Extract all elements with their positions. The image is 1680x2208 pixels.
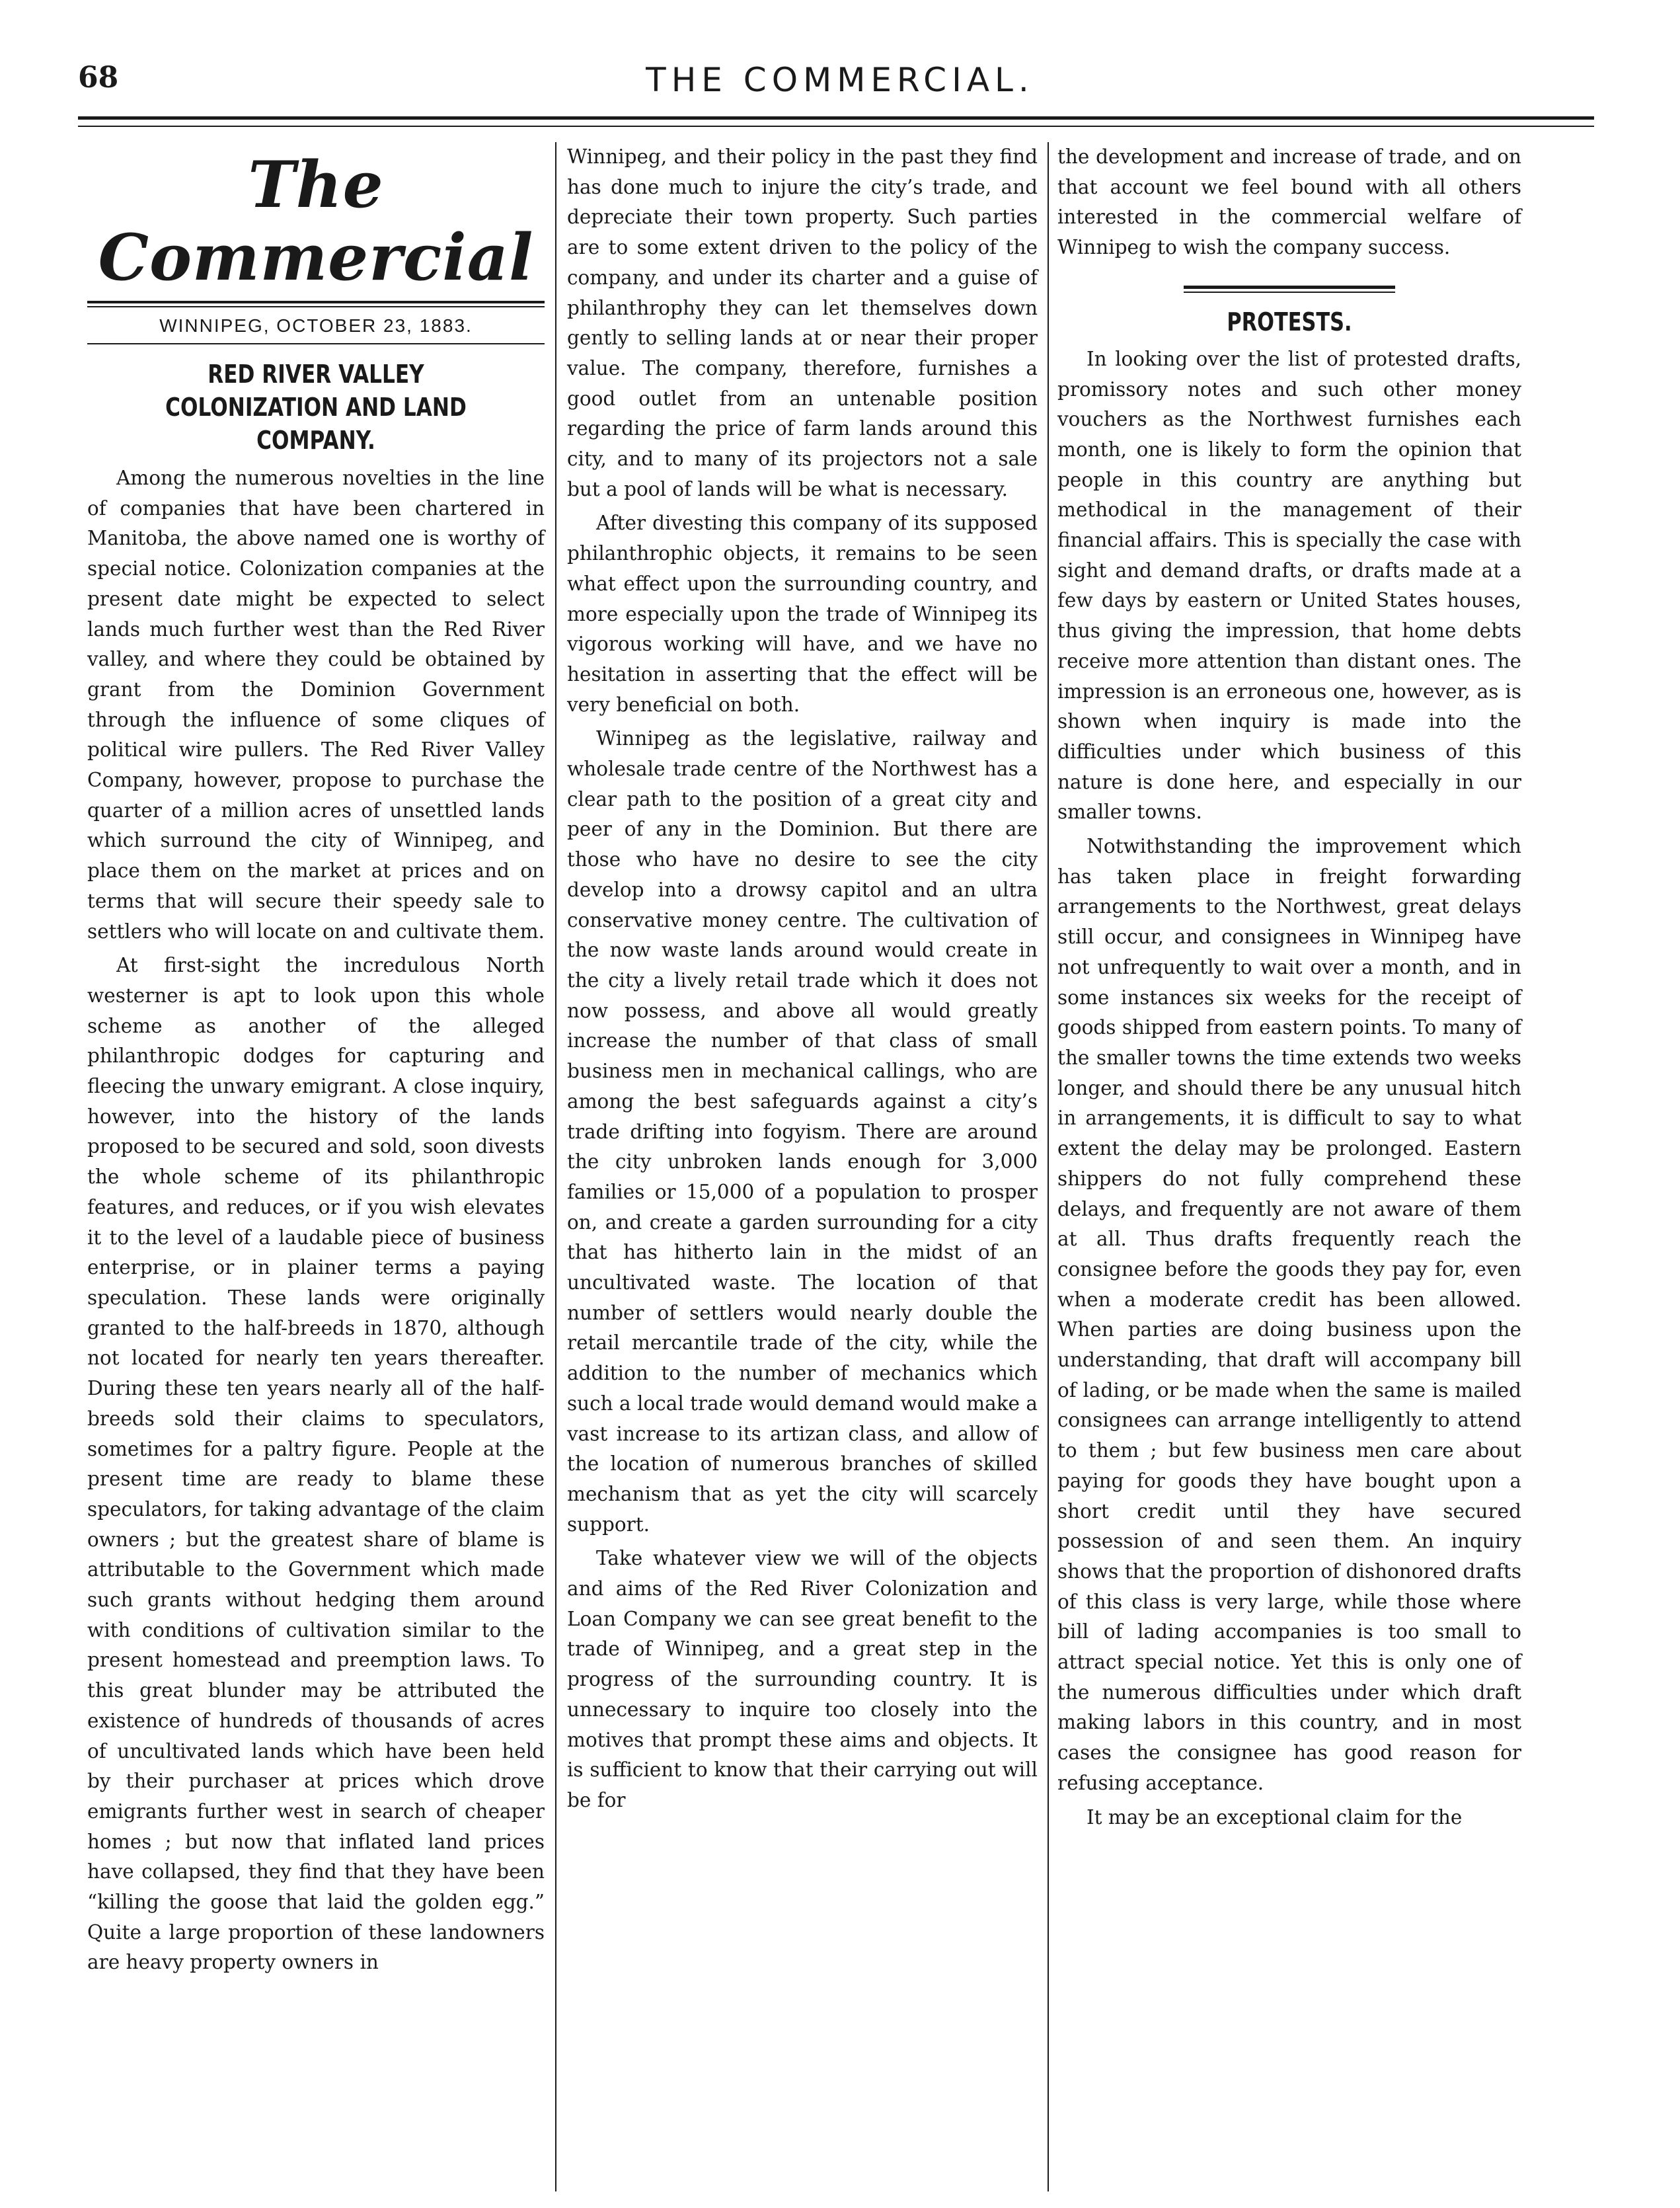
header-rule-thin — [78, 126, 1594, 127]
article-paragraph: Winnipeg as the legislative, railway and wholesale trade centre of the Northwest has a clear path to the position of a great city and peer of any in the Dominion. But there are those who have no desire to see the city develop into a drowsy capitol and an ultra conservative money centre. The cultivation of the now waste lands around would create in the city a lively retail trade which it does not now possess, and above all would greatly increase the number of that class of small business men in mechanical callings, who are among the best safeguards against a city’s trade drifting into fogyism. There are around the city unbroken lands enough for 3,000 families or 15,000 of a population to prosper on, and create a garden surrounding for a city that has hitherto lain in the midst of an uncultivated waste. The location of that number of settlers would nearly double the retail mercantile trade of the city, while the addition to the number of mechanics which such a local trade would demand would make a vast increase to its artizan class, and allow of the location of numerous branches of skilled mechanism that as yet the city will scarcely support. — [567, 727, 1038, 1536]
column-3 — [1057, 142, 1521, 1833]
section-rule — [1184, 286, 1395, 293]
article-headline: RED RIVER VALLEY COLONIZATION AND LAND COMPANY. — [165, 360, 467, 455]
column-divider — [1048, 142, 1049, 2191]
article-paragraph: Notwithstanding the improvement which has taken place in freight forwarding arrangements to the Northwest, great delays still occur, and consignees in Winnipeg have not unfrequently to wait over a month, and in some instances six weeks for the receipt of goods shipped from eastern points. To many of the smaller towns the time extends two weeks longer, and should there be any unusual hitch in arrangements, it is difficult to say to what extent the delay may be prolonged. Eastern shippers do not fully comprehend these delays, and frequently are not aware of them at all. Thus drafts frequently reach the consignee before the goods they pay for, even when a moderate credit has been allowed. When parties are doing business upon the understanding, that draft will accompany bill of lading, or be made when the same is mailed consignees can arrange intelligently to attend to them ; but few business men care about paying for goods they have bought upon a short credit until they have secured possession of and seen them. An inquiry shows that the proportion of dishonored drafts of this class is very large, while those where bill of lading accompanies is too small to attract special notice. Yet this is only one of the numerous difficulties under which draft making labors in this country, and in most cases the consignee has good reason for refusing acceptance. — [1057, 835, 1521, 1794]
column-1 — [87, 142, 545, 1978]
article-paragraph: Among the numerous novelties in the line of companies that have been chartered in Manitoba, the above named one is worthy of special notice. Colonization companies at the present date might be expected to select lands much further west than the Red River valley, and where they could be obtained by grant from the Dominion Government through the influence of some cliques of political wire pullers. The Red River Valley Company, however, propose to purchase the quarter of a million acres of unsettled lands which surround the city of Winnipeg, and place them on the market at prices and on terms that will secure their speedy sale to settlers who will locate on and cultivate them. — [87, 467, 545, 943]
article-paragraph: Take whatever view we will of the objects and aims of the Red River Colonization and Loan Company we can see great benefit to the trade of Winnipeg, and a great step in the progress of the surrounding country. It is unnecessary to inquire too closely into the motives that prompt these aims and objects. It is sufficient to know that their carrying out will be for — [567, 1547, 1038, 1811]
article-paragraph: Winnipeg, and their policy in the past they find has done much to injure the city’s trade, and depreciate their town property. Such parties are to some extent driven to the policy of the company, and under its charter and a guise of philanthrophy they can let themselves down gently to selling lands at or near their proper value. The company, therefore, furnishes a good outlet from an untenable position regarding the price of farm lands around this city, and to many of its projectors not a sale but a pool of lands will be what is necessary. — [567, 145, 1038, 500]
running-title: THE COMMERCIAL. — [646, 61, 1034, 99]
masthead-rule — [87, 301, 545, 307]
dateline: WINNIPEG, OCTOBER 23, 1883. — [159, 315, 473, 336]
column-2 — [567, 142, 1038, 1816]
article-paragraph: It may be an exceptional claim for the — [1087, 1805, 1463, 1829]
article-paragraph: After divesting this company of its supposed philanthrophic objects, it remains to be seen what effect upon the surrounding country, and more especially upon the trade of Winnipeg its vigorous working will have, and we have no hesitation in asserting that the effect will be very beneficial on both. — [567, 512, 1038, 716]
article-paragraph: the development and increase of trade, and on that account we feel bound with all others interested in the commercial welfare of Winnipeg to wish the company success. — [1057, 145, 1521, 259]
column-divider — [555, 142, 556, 2191]
page-number: 68 — [78, 61, 119, 95]
article-paragraph: At first-sight the incredulous North westerner is apt to look upon this whole scheme as another of the alleged philanthropic dodges for capturing and fleecing the unwary emigrant. A close inquiry, however, into the history of the lands proposed to be secured and sold, soon divests the whole scheme of its philanthropic features, and reduces, or if you wish elevates it to the level of a laudable piece of business enterprise, or in plainer terms a paying speculation. These lands were originally granted to the half-breeds in 1870, although not located for nearly ten years thereafter. During these ten years nearly all of the half-breeds sold their claims to speculators, sometimes for a paltry figure. People at the present time are ready to blame these speculators, for taking advantage of the claim owners ; but the greatest share of blame is attributable to the Government which made such grants without hedging them around with conditions of cultivation similar to the present homestead and preemption laws. To this great blunder may be attributed the existence of hundreds of thousands of acres of uncultivated lands which have been held by their purchaser at prices which drove emigrants further west in search of cheaper homes ; but now that inflated land prices have collapsed, they find that they have been “killing the goose that laid the golden egg.” Quite a large proportion of these landowners are heavy property owners in — [87, 954, 545, 1974]
header-rule — [78, 116, 1594, 120]
dateline-rule — [87, 343, 545, 344]
masthead-title: The Commercial — [98, 147, 534, 295]
article-headline: PROTESTS. — [1227, 307, 1352, 336]
article-paragraph: In looking over the list of protested drafts, promissory notes and such other money vouchers as the Northwest furnishes each month, one is likely to form the opinion that people in this country are anything but methodical in the management of their financial affairs. This is specially the case with sight and demand drafts, or drafts made at a few days by eastern or United States houses, thus giving the impression, that home debts receive more attention than distant ones. The impression is an erroneous one, however, as is shown when inquiry is made into the difficulties under which business of this nature is done here, and especially in our smaller towns. — [1057, 347, 1521, 824]
